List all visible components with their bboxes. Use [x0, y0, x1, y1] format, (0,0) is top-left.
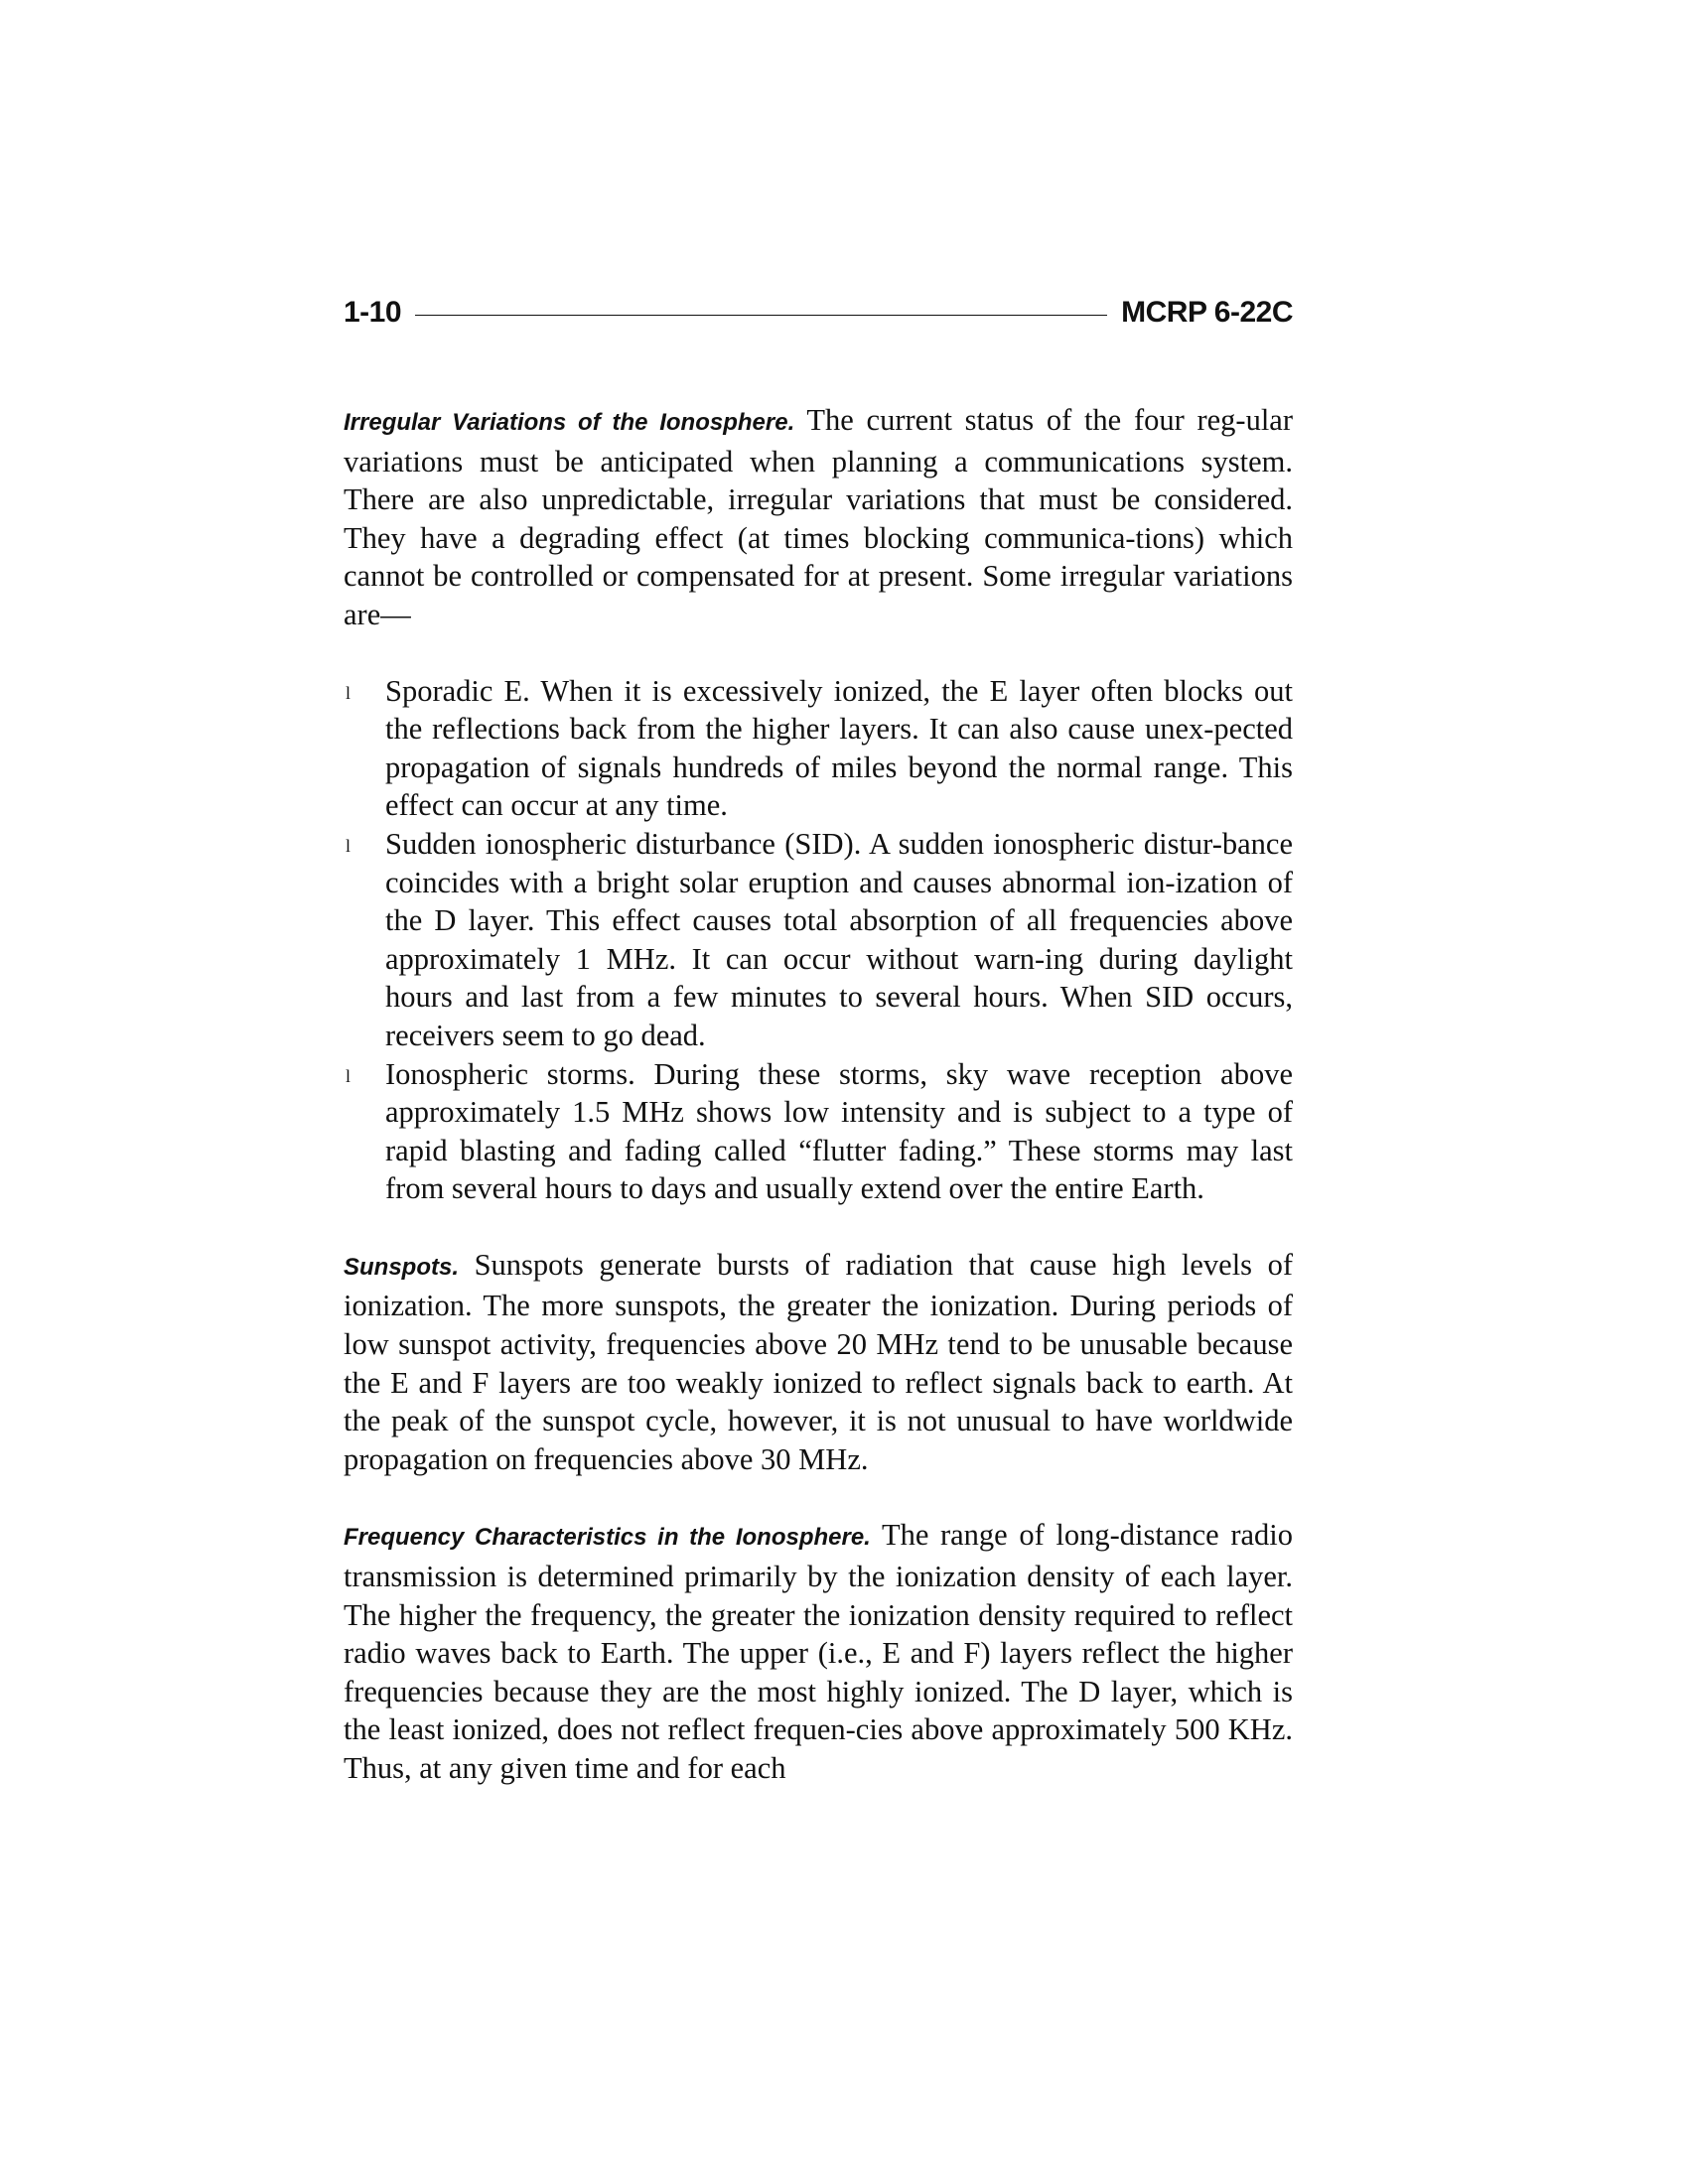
list-item [344, 672, 1293, 825]
running-header [344, 293, 1293, 333]
bullet-icon: l [346, 682, 352, 703]
document-id: MCRP 6-22C [1121, 296, 1293, 329]
bullet-icon: l [346, 835, 352, 856]
bullet-icon: l [346, 1065, 352, 1086]
body-text [344, 401, 1293, 1788]
list-item-text: Ionospheric storms. During these storms, sky wave reception above approximately 1.5 MHz shows low intensity and is subject to a type of rapid blasting and fading called “flutter fading.” These storms may last from several hours to days and usually extend over the entire Earth. [385, 1056, 1293, 1206]
paragraph-irregular-variations [344, 401, 1293, 634]
irregular-variations-list [344, 672, 1293, 1208]
page-number: 1-10 [344, 296, 402, 329]
header-rule [415, 315, 1107, 316]
paragraph-sunspots [344, 1246, 1293, 1479]
list-item [344, 1055, 1293, 1208]
spacer [344, 1208, 1293, 1246]
list-item-text: Sudden ionospheric disturbance (SID). A sudden ionospheric distur-bance coincides with a bright solar eruption and causes abnormal ion-ization of the D layer. This effect causes total absorption of all frequencies above approximately 1 MHz. It can occur without warn-ing during daylight hours and last from a few minutes to several hours. When SID occurs, receivers seem to go dead. [385, 826, 1293, 1052]
section-heading: Irregular Variations of the Ionosphere. [344, 409, 795, 436]
paragraph-frequency-characteristics [344, 1516, 1293, 1787]
list-item-text: Sporadic E. When it is excessively ionized, the E layer often blocks out the reflections back from the higher layers. It can also cause unex-pected propagation of signals hundreds of miles beyond the normal range. This effect can occur at any time. [385, 673, 1293, 823]
paragraph-text: The range of long-distance radio transmission is determined primarily by the ionization density of each layer. The higher the frequency, the greater the ionization density required to reflect radio waves back to Earth. The upper (i.e., E and F) layers reflect the higher frequencies because they are the most highly ionized. The D layer, which is the least ionized, does not reflect frequen-cies above approximately 500 KHz. Thus, at any given time and for each [344, 1518, 1294, 1785]
spacer [344, 1478, 1293, 1516]
section-heading: Frequency Characteristics in the Ionosphere. [344, 1524, 871, 1552]
paragraph-text: Sunspots generate bursts of radiation that cause high levels of ionization. The more sunspots, the greater the ionization. During periods of low sunspot activity, frequencies above 20 MHz tend to be unusable because the E and F layers are too weakly ionized to reflect signals back to earth. At the peak of the sunspot cycle, however, it is not unusual to have worldwide propagation on frequencies above 30 MHz. [344, 1247, 1293, 1476]
list-item [344, 825, 1293, 1055]
paragraph-text: The current status of the four reg-ular variations must be anticipated when planning a communications system. There are also unpredictable, irregular variations that must be considered. They have a degrading effect (at times blocking communica-tions) which cannot be controlled or compensated for at present. Some irregular variations are— [344, 403, 1293, 631]
section-heading: Sunspots. [344, 1253, 460, 1281]
